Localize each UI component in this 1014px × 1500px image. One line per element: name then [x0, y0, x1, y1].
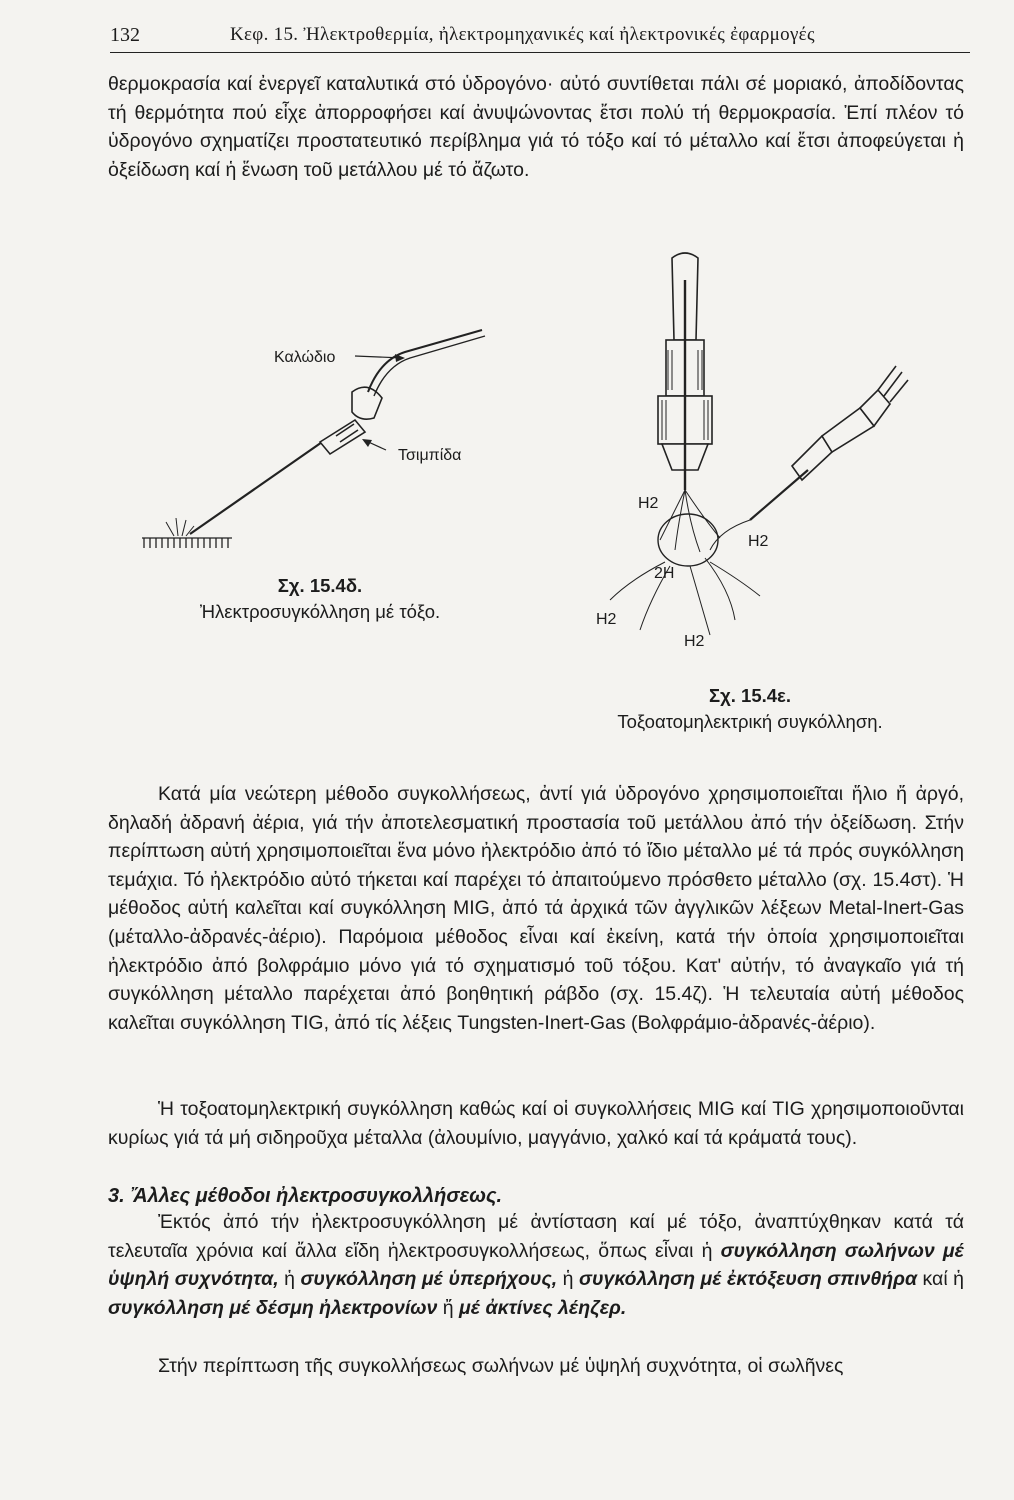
p4-text-e: ἡ — [557, 1268, 580, 1291]
diagonal-electrode-holder — [750, 366, 908, 520]
running-head: Κεφ. 15. Ἠλεκτροθερμία, ἠλεκτρομηχανικές καί ἠλεκτρονικές ἐφαρμογές — [230, 24, 815, 45]
p4-term-hf-pipe: συγκόλληση σωλήνων μέ ὑψηλή συχνότητα, — [108, 1239, 965, 1291]
label-holder: Τσιμπίδα — [398, 447, 462, 464]
electrode — [190, 440, 325, 534]
figure-atomic-hydrogen-welding — [560, 240, 930, 670]
p4-term-spark: συγκόλληση μέ ἐκτόξευση σπινθήρα — [579, 1268, 918, 1291]
caption-fig-d-number: Σχ. 15.4δ. — [277, 575, 363, 596]
paragraph-5: Στήν περίπτωση τῆς συγκολλήσεως σωλήνων μέ ὑψηλή συχνότητα, οἱ σωλῆνες — [158, 1355, 844, 1377]
caption-fig-d — [160, 573, 480, 625]
p4-term-laser: μέ ἀκτίνες λέηζερ. — [459, 1296, 627, 1319]
paragraph-1: θερμοκρασία καί ἐνεργεῖ καταλυτικά στό ὑδρογόνο· αὐτό συντίθεται πάλι σέ μοριακό, ἀποδίδοντας τή θερμότητα πού εἶχε ἀπορροφήσει καί ἀνυψώνοντας ἔτσι πολύ τή θερμοκρασία. Ἐπί πλέον τό ὑδρογόνο σχηματίζει προστατευτικό περίβλημα γιά τό τόξο καί τό μέταλλο καί ἔτσι ἀποφεύγεται ἡ ὀξείδωση καί ἡ ἕνωση τοῦ μετάλλου μέ τό ἄζωτο. — [108, 73, 964, 181]
caption-fig-e-title: Τοξοατομηλεκτρική συγκόλληση. — [617, 711, 883, 732]
p4-term-ultrasonic: συγκόλληση μέ ὑπερήχους, — [300, 1268, 558, 1291]
p4-text-c: ἡ — [278, 1268, 301, 1291]
page-number: 132 — [110, 24, 140, 46]
label-h2-left: H2 — [596, 611, 617, 628]
p4-text-g: καί ἡ — [917, 1268, 964, 1291]
work-plate — [142, 538, 232, 548]
caption-fig-e-number: Σχ. 15.4ε. — [709, 685, 791, 706]
page-header — [110, 18, 970, 53]
label-h2-bottom: H2 — [684, 633, 705, 650]
label-h2-right: H2 — [748, 533, 769, 550]
p4-text-a: Ἐκτός ἀπό τήν ἠλεκτροσυγκόλληση μέ ἀντίσταση καί μέ τόξο, ἀναπτύχθηκαν κατά τά τελευταῖα χρόνια καί ἄλλα εἴδη ἠλεκτροσυγκολλήσεως, ὅπως εἶναι ἡ — [108, 1211, 964, 1262]
paragraph-3: Ἡ τοξοατομηλεκτρική συγκόλληση καθώς καί οἱ συγκολλήσεις MIG καί TIG χρησιμοποιοῦνται κυρίως γιά τά μή σιδηροῦχα μέταλλα (ἀλουμίνιο, μαγγάνιο, χαλκό καί τά κράματά τους). — [108, 1098, 964, 1149]
label-cable: Καλώδιο — [274, 349, 336, 366]
p4-text-i: ἤ — [437, 1296, 460, 1319]
label-2h: 2H — [654, 565, 675, 582]
p4-term-electron-beam: συγκόλληση μέ δέσμη ἠλεκτρονίων — [108, 1296, 438, 1319]
caption-fig-d-title: Ἠλεκτροσυγκόλληση μέ τόξο. — [199, 601, 441, 622]
caption-fig-e — [570, 683, 930, 735]
paragraph-2: Κατά μία νεώτερη μέθοδο συγκολλήσεως, ἀντί γιά ὑδρογόνο χρησιμοποιεῖται ἥλιο ἤ ἀργό, δηλαδή ἀδρανή ἀέρια, γιά τήν ἀποτελεσματική προστασία τοῦ μετάλλου ἀπό τήν ὀξείδωση. Στήν περίπτωση αὐτή χρησιμοποιεῖται ἕνα μόνο ἠλεκτρόδιο ἀπό τό ἴδιο μέταλλο μέ τά πρός συγκόλληση τεμάχια. Τό ἠλεκτρόδιο αὐτό τήκεται καί παρέχει τό ἀπαιτούμενο πρόσθετο μέταλλο (σχ. 15.4στ). Ἡ μέθοδος αὐτή καλεῖται καί συγκόλληση MIG, ἀπό τά ἀρχικά τῶν ἀγγλικῶν λέξεων Metal-Inert-Gas (μέταλλο-ἀδρανές-ἀέριο). Παρόμοια μέθοδος εἶναι καί ἐκείνη, κατά τήν ὁποία χρησιμοποιεῖται ἠλεκτρόδιο ἀπό βολφράμιο μόνο γιά τό σχηματισμό τοῦ τόξου. Κατ' αὐτήν, τό ἀναγκαῖο γιά τή συγκόλληση μέταλλο παρέχεται ἀπό βοηθητική ράβδο (σχ. 15.4ζ). Ἡ τελευταία αὐτή μέθοδος καλεῖται συγκόλληση TIG, ἀπό τίς λέξεις Tungsten-Inert-Gas (Βολφράμιο-ἀδρανές-ἀέριο). — [108, 783, 964, 1034]
vertical-electrode-holder — [658, 253, 712, 490]
arc-flame — [610, 490, 760, 635]
label-h2-top: H2 — [638, 495, 659, 512]
section-heading: 3. Ἄλλες μέθοδοι ἠλεκτροσυγκολλήσεως. — [108, 1185, 503, 1207]
paragraph-4 — [108, 1208, 964, 1322]
cable — [368, 330, 482, 392]
